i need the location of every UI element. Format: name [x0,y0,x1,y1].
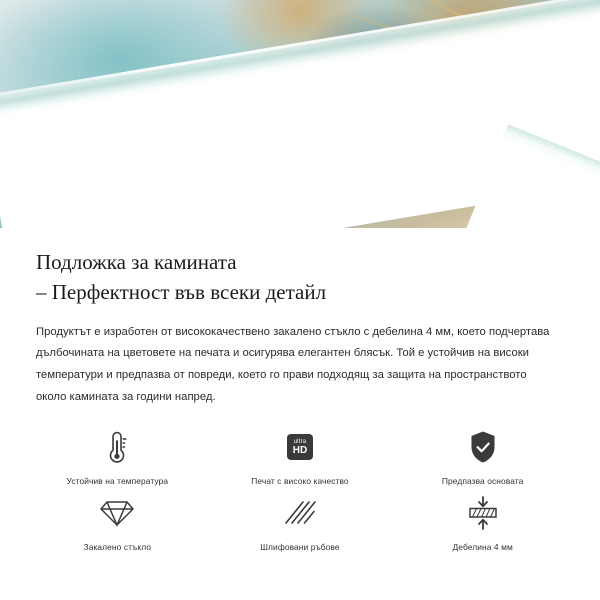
feature-label: Закалено стъкло [83,542,152,553]
ultra-hd-badge-icon: ultra HD [287,424,313,470]
hero-image [0,0,600,228]
feature-label: Дебелина 4 мм [452,542,513,553]
page-title [36,248,564,308]
feature-surface-protection [391,424,574,486]
feature-grid [0,424,600,552]
feature-label: Устойчив на температура [66,476,169,487]
polished-edges-icon [283,490,317,536]
feature-label: Предпазва основата [441,476,524,487]
feature-label: Печат с високо качество [251,476,349,487]
diamond-icon [100,490,134,536]
headline-line-1: Подложка за камината [36,250,237,274]
feature-thickness [391,490,574,552]
feature-polished-edges [209,490,392,552]
thermometer-icon [102,424,132,470]
feature-tempered-glass [26,490,209,552]
thickness-arrows-icon [464,490,502,536]
product-description: Продуктът е изработен от висококачествено закалено стъкло с дебелина 4 мм, което подчертава дълбочината на цветовете на печата и осигурява елегантен блясък. Той е устойчив на високи температури и предпазва от повреди, което го прави подходящ за защита на пространството около камината за години напред. [36,325,550,403]
headline-line-2: – Перфектност във всеки детайл [36,279,327,304]
shield-check-icon [467,424,499,470]
description-section [0,228,600,408]
feature-print-quality [209,424,392,486]
feature-label: Шлифовани ръбове [260,542,340,553]
feature-temperature-resistant [26,424,209,486]
